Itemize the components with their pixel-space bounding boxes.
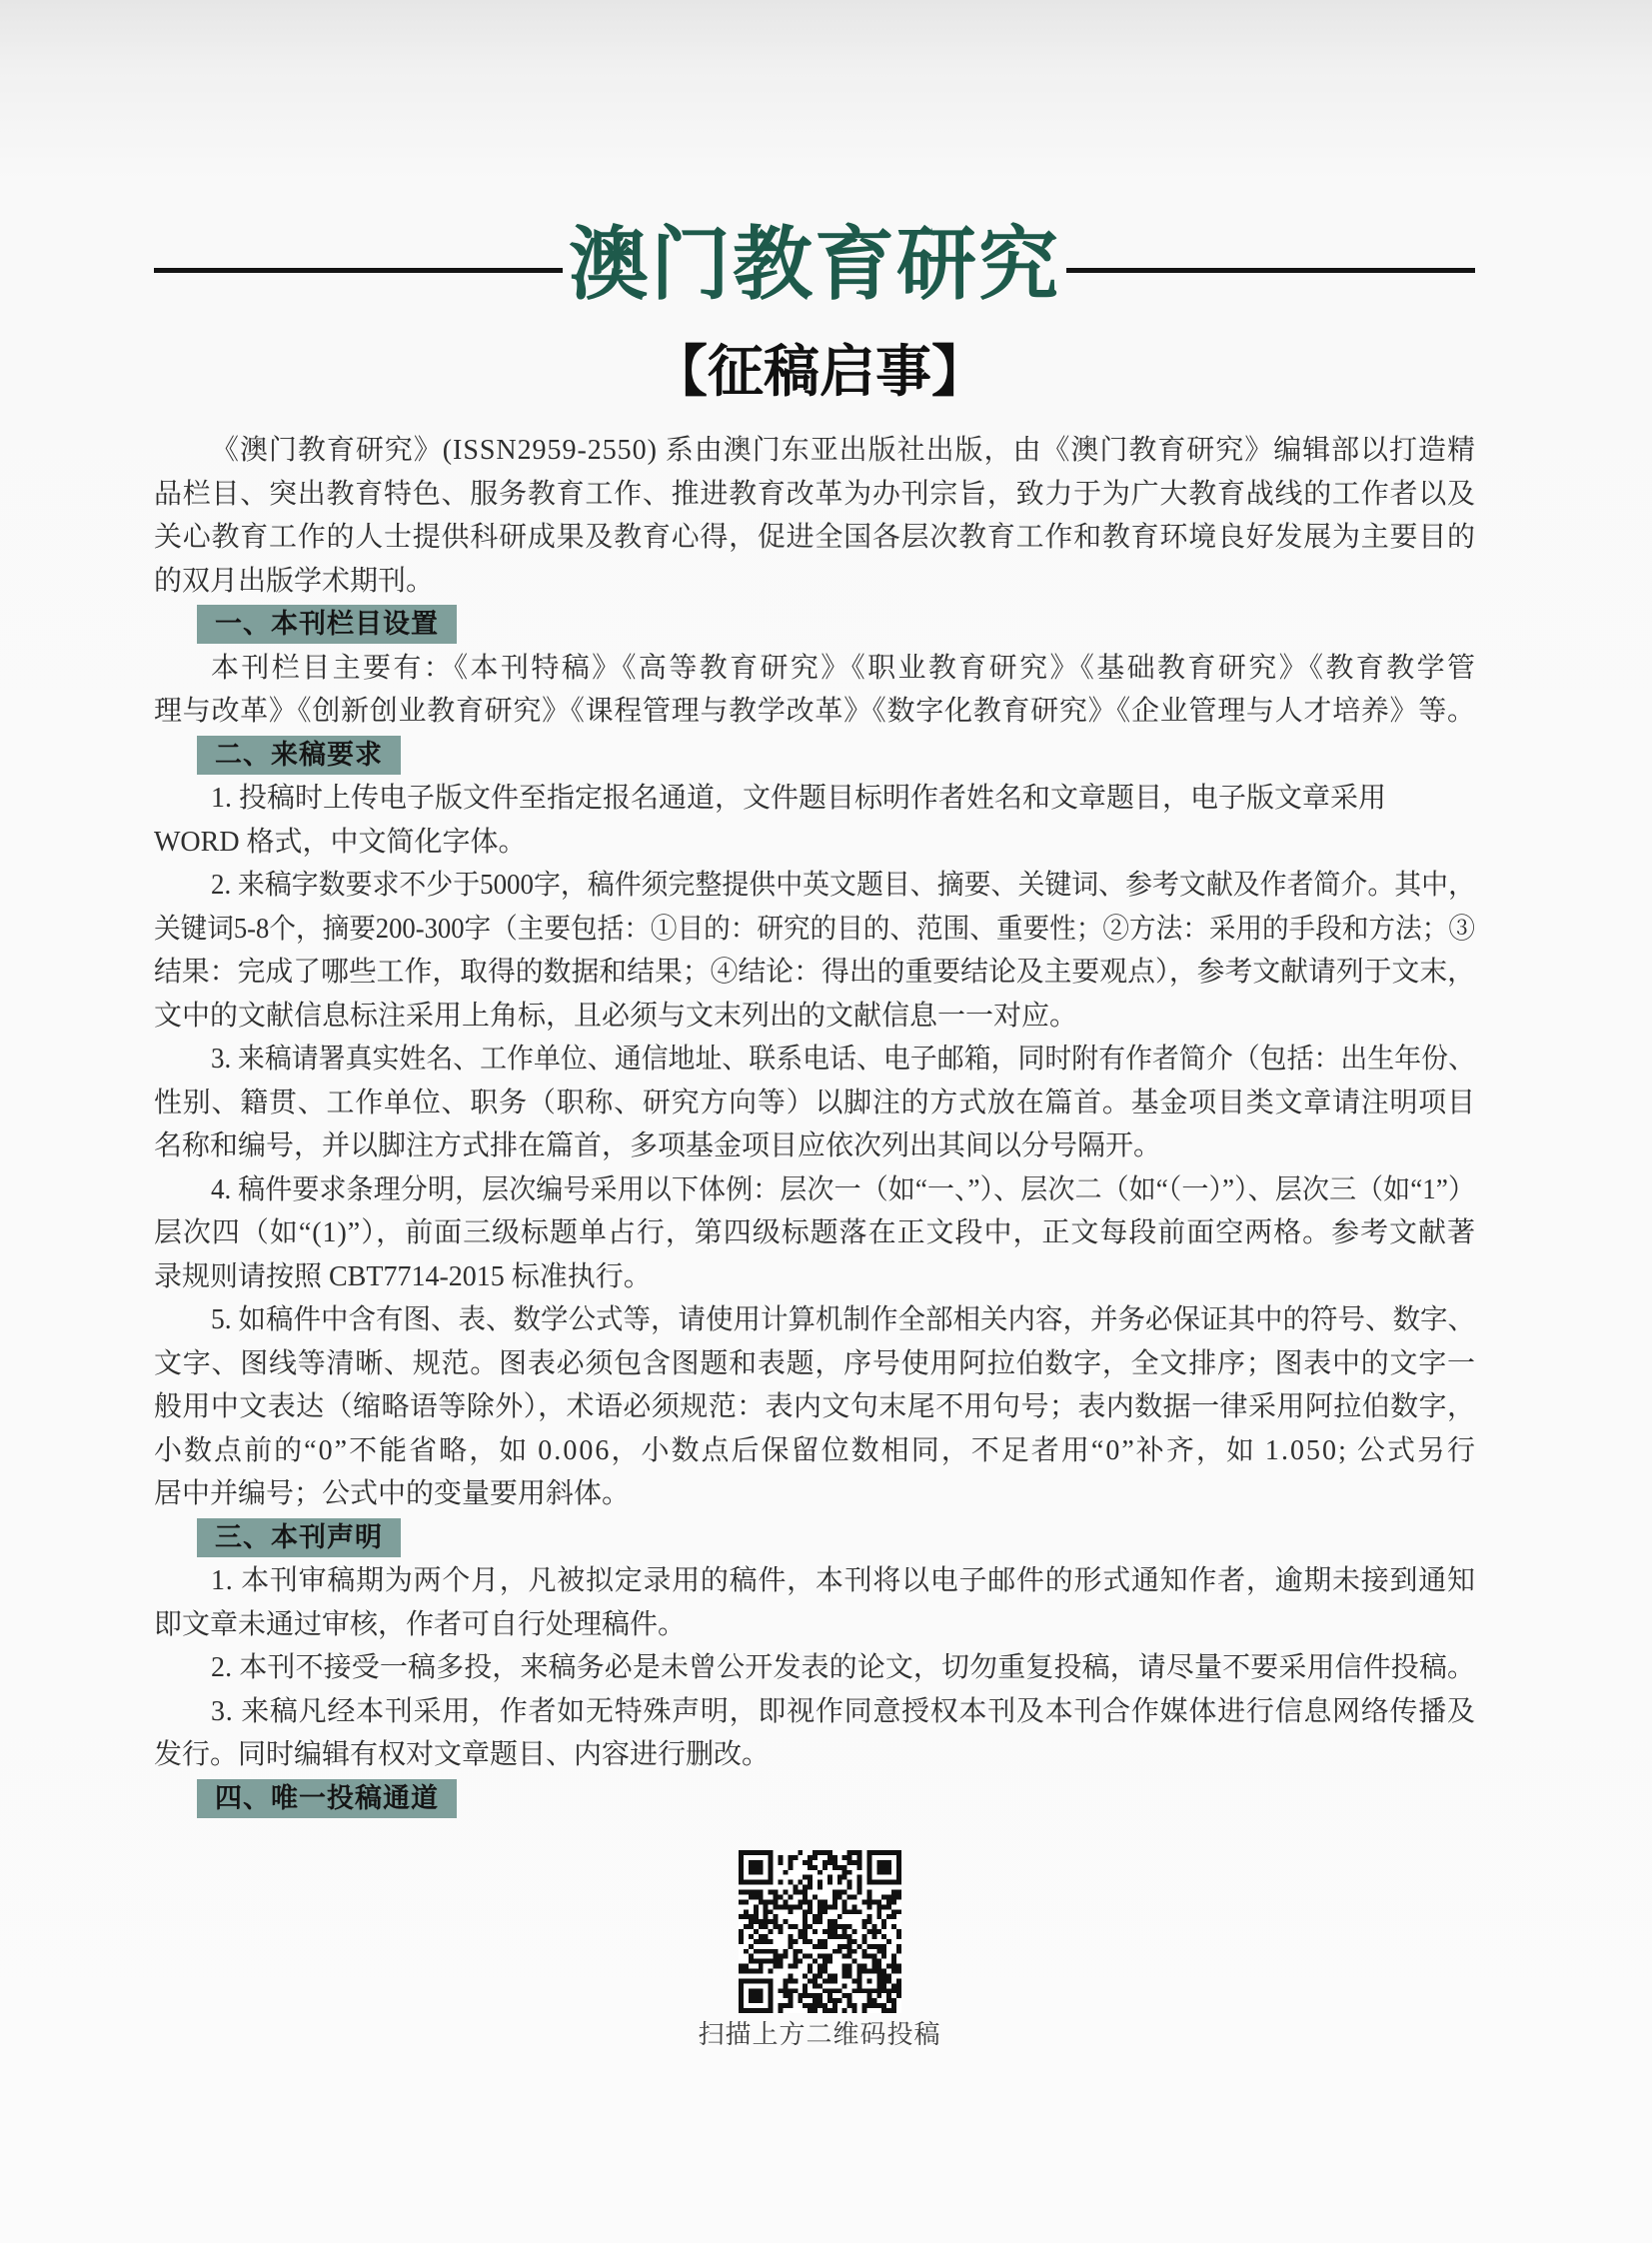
section-heading-row [154, 734, 1475, 778]
line-text: 般用中文表达（缩略语等除外），术语必须规范：表内文句末尾不用句号；表内数据一律采用阿拉伯数字， [154, 1391, 1476, 1422]
intro-paragraph [154, 429, 1475, 603]
section-requirements [154, 734, 1478, 1516]
section-statement [154, 1516, 1475, 1777]
line-text: 文字、图线等清晰、规范。图表必须包含图题和表题，序号使用阿拉伯数字，全文排序；图表中的文字一 [154, 1347, 1476, 1379]
text-line [154, 1429, 1478, 1473]
text-line [154, 1385, 1475, 1429]
line-text: 层次四（如“(1)”），前面三级标题单占行，第四级标题落在正文段中，正文每段前面空两格。参考文献著 [154, 1217, 1476, 1248]
text-line [154, 1559, 1475, 1603]
text-line [154, 429, 1475, 473]
paragraph [154, 1559, 1475, 1646]
line-text: 品栏目、突出教育特色、服务教育工作、推进教育改革为办刊宗旨，致力于为广大教育战线的工作者以及 [154, 478, 1476, 510]
line-text: 3. 来稿凡经本刊采用，作者如无特殊声明，即视作同意授权本刊及本刊合作媒体进行信息网络传播及 [211, 1695, 1476, 1727]
line-text: 2. 来稿字数要求不少于5000字，稿件须完整提供中英文题目、摘要、关键词、参考文献及作者简介。其中， [211, 870, 1475, 901]
text-line [154, 1603, 1475, 1647]
line-text: 2. 本刊不接受一稿多投，来稿务必是未曾公开发表的论文，切勿重复投稿，请尽量不要采用信件投稿。 [211, 1652, 1476, 1683]
line-text: 3. 来稿请署真实姓名、工作单位、通信地址、联系电话、电子邮箱，同时附有作者简介（包括：出生年份、 [211, 1044, 1475, 1075]
paragraph [154, 1298, 1478, 1516]
text-line [154, 995, 1475, 1039]
paragraph [154, 864, 1475, 1038]
section-heading-row [154, 1777, 1475, 1821]
text-line [154, 951, 1475, 995]
qr-code [739, 1850, 901, 2013]
notice-title: 【征稿启事】 [652, 340, 987, 405]
line-text: 关键词5-8个，摘要200-300字（主要包括：①目的：研究的目的、范围、重要性；②方法：采用的手段和方法；③ [154, 913, 1475, 945]
line-text: 居中并编号；公式中的变量要用斜体。 [154, 1478, 631, 1509]
text-line [154, 1124, 1475, 1168]
line-text: 发行。同时编辑有权对文章题目、内容进行删改。 [154, 1739, 771, 1770]
line-text: 理与改革》《创新创业教育研究》《课程管理与教学改革》《数字化教育研究》《企业管理与人才培养》等。 [154, 696, 1476, 727]
line-text: 结果：完成了哪些工作，取得的数据和结果；④结论：得出的重要结论及主要观点），参考文献请列于文末， [154, 957, 1475, 988]
title-rule-left [154, 268, 563, 273]
line-text: 录规则请按照 CBT7714-2015 标准执行。 [154, 1260, 652, 1292]
paragraph [154, 1690, 1475, 1777]
text-line [154, 1038, 1475, 1082]
qr-caption: 扫描上方二维码投稿 [698, 2020, 941, 2049]
section-heading-row [154, 603, 1475, 647]
line-text: 1. 投稿时上传电子版文件至指定报名通道，文件题目标明作者姓名和文章题目，电子版文章采用 [211, 783, 1387, 814]
text-line [154, 1690, 1475, 1734]
journal-title: 澳门教育研究 [569, 217, 1060, 311]
section-heading: 三、本刊声明 [197, 1518, 401, 1557]
text-line [154, 908, 1475, 952]
text-line [154, 864, 1475, 908]
section-heading: 四、唯一投稿通道 [197, 1779, 457, 1818]
text-line [154, 821, 1475, 865]
paragraph [154, 777, 1475, 864]
text-line [154, 647, 1478, 691]
paragraph [154, 647, 1478, 734]
line-text: 名称和编号，并以脚注方式排在篇首，多项基金项目应依次列出其间以分号隔开。 [154, 1130, 1162, 1161]
section-submission-channel [154, 1777, 1475, 1821]
text-line [154, 690, 1475, 734]
line-text: 文中的文献信息标注采用上角标，且必须与文末列出的文献信息一一对应。 [154, 1000, 1078, 1032]
text-line [154, 1298, 1475, 1342]
text-line [154, 1082, 1475, 1125]
paragraph [154, 1646, 1475, 1690]
line-text: 4. 稿件要求条理分明，层次编号采用以下体例：层次一（如“一、”）、层次二（如“（一）”）、层次三（如“1”） [211, 1173, 1475, 1205]
section-columns [154, 603, 1478, 734]
line-text: 的双月出版学术期刊。 [154, 565, 435, 597]
text-line [154, 1211, 1475, 1255]
paragraph [154, 1168, 1475, 1299]
section-heading: 二、来稿要求 [197, 736, 401, 775]
title-rule-right [1066, 268, 1475, 273]
text-line [154, 516, 1475, 560]
line-text: 1. 本刊审稿期为两个月，凡被拟定录用的稿件，本刊将以电子邮件的形式通知作者，逾期未接到通知 [211, 1565, 1476, 1596]
text-line [154, 473, 1475, 517]
line-text: WORD 格式，中文简化字体。 [154, 826, 527, 858]
text-line [154, 1255, 1475, 1299]
text-line [154, 1472, 1475, 1516]
line-text: 《澳门教育研究》(ISSN2959-2550) 系由澳门东亚出版社出版，由《澳门教育研究》编辑部以打造精 [211, 435, 1476, 466]
notice-body [154, 429, 1478, 1820]
line-text: 即文章未通过审核，作者可自行处理稿件。 [154, 1608, 687, 1640]
text-line [154, 1646, 1475, 1690]
text-line [154, 1342, 1475, 1386]
text-line [154, 560, 1475, 604]
line-text: 关心教育工作的人士提供科研成果及教育心得，促进全国各层次教育工作和教育环境良好发展为主要目的 [154, 522, 1476, 553]
text-line [154, 1168, 1475, 1212]
section-heading-row [154, 1516, 1475, 1560]
text-line [154, 1733, 1475, 1777]
line-text: 小数点前的“0”不能省略，如 0.006，小数点后保留位数相同，不足者用“0”补齐，如 1.050; 公式另行 [154, 1434, 1478, 1466]
line-text: 性别、籍贯、工作单位、职务（职称、研究方向等）以脚注的方式放在篇首。基金项目类文章请注明项目 [154, 1087, 1476, 1119]
paragraph [154, 1038, 1475, 1168]
section-heading: 一、本刊栏目设置 [197, 605, 457, 644]
line-text: 本刊栏目主要有：《本刊特稿》《高等教育研究》《职业教育研究》《基础教育研究》《教育教学管 [211, 652, 1478, 684]
text-line [154, 777, 1475, 821]
line-text: 5. 如稿件中含有图、表、数学公式等，请使用计算机制作全部相关内容，并务必保证其中的符号、数字、 [211, 1304, 1475, 1335]
